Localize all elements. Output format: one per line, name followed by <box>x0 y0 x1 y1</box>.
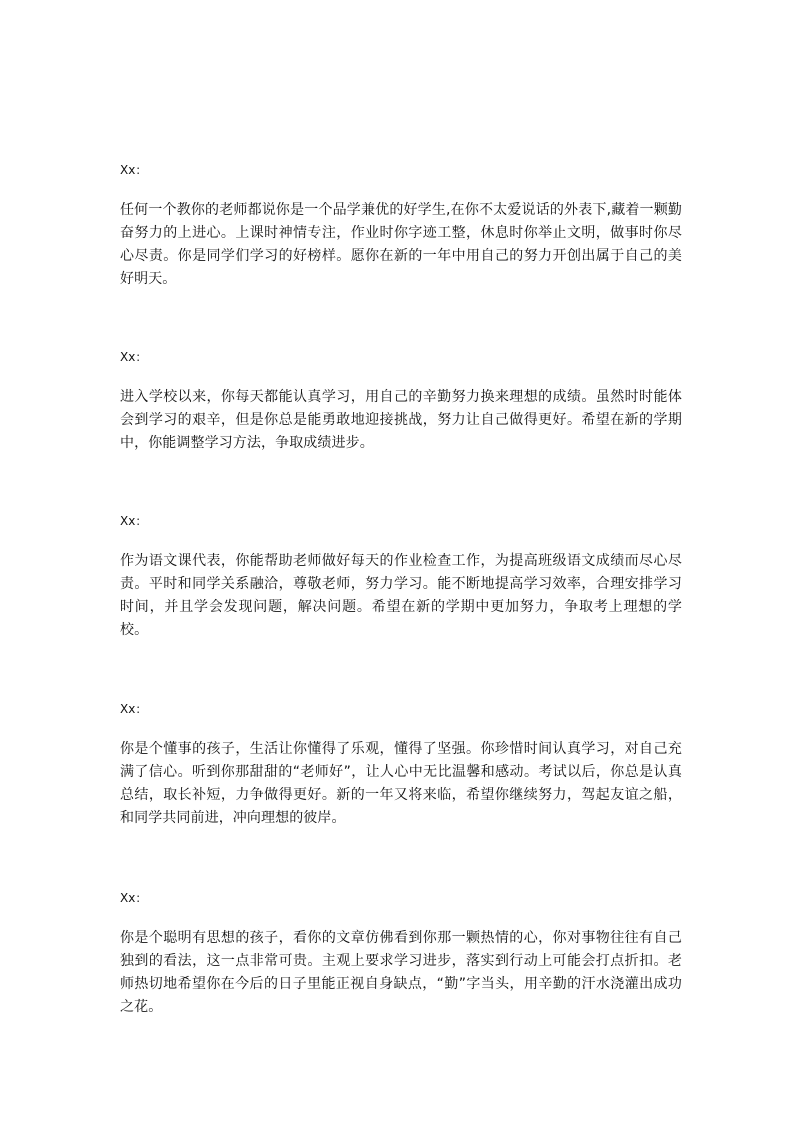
comment-paragraph: 进入学校以来，你每天都能认真学习，用自己的辛勤努力换来理想的成绩。虽然时时能体会到学习的艰辛，但是你总是能勇敢地迎接挑战，努力让自己做得更好。希望在新的学期中，你能调整学习方法，争取成绩进步。 <box>120 389 682 451</box>
salutation: Xx： <box>120 514 148 528</box>
comment-paragraph: 任何一个教你的老师都说你是一个品学兼优的好学生,在你不太爱说话的外表下,藏着一颗勤奋努力的上进心。上课时神情专注，作业时你字迹工整，休息时你举止文明，做事时你尽心尽责。你是同学们学习的好榜样。愿你在新的一年中用自己的努力开创出属于自己的美好明天。 <box>120 202 682 287</box>
salutation: Xx： <box>120 891 148 905</box>
document-page <box>120 0 682 1123</box>
comment-paragraph: 你是个懂事的孩子，生活让你懂得了乐观，懂得了坚强。你珍惜时间认真学习，对自己充满了信心。听到你那甜甜的“老师好”，让人心中无比温馨和感动。考试以后，你总是认真总结，取长补短，力争做得更好。新的一年又将来临，希望你继续努力，驾起友谊之船，和同学共同前进，冲向理想的彼岸。 <box>120 741 682 826</box>
salutation: Xx： <box>120 163 148 177</box>
comment-paragraph: 你是个聪明有思想的孩子，看你的文章仿佛看到你那一颗热情的心，你对事物往往有自己独到的看法，这一点非常可贵。主观上要求学习进步，落实到行动上可能会打点折扣。老师热切地希望你在今后的日子里能正视自身缺点，“勤”字当头，用辛勤的汗水浇灌出成功之花。 <box>120 930 682 1015</box>
salutation: Xx： <box>120 702 148 716</box>
comment-paragraph: 作为语文课代表，你能帮助老师做好每天的作业检查工作，为提高班级语文成绩而尽心尽责。平时和同学关系融洽，尊敬老师，努力学习。能不断地提高学习效率，合理安排学习时间，并且学会发现问题，解决问题。希望在新的学期中更加努力，争取考上理想的学校。 <box>120 553 682 638</box>
salutation: Xx： <box>120 350 148 364</box>
